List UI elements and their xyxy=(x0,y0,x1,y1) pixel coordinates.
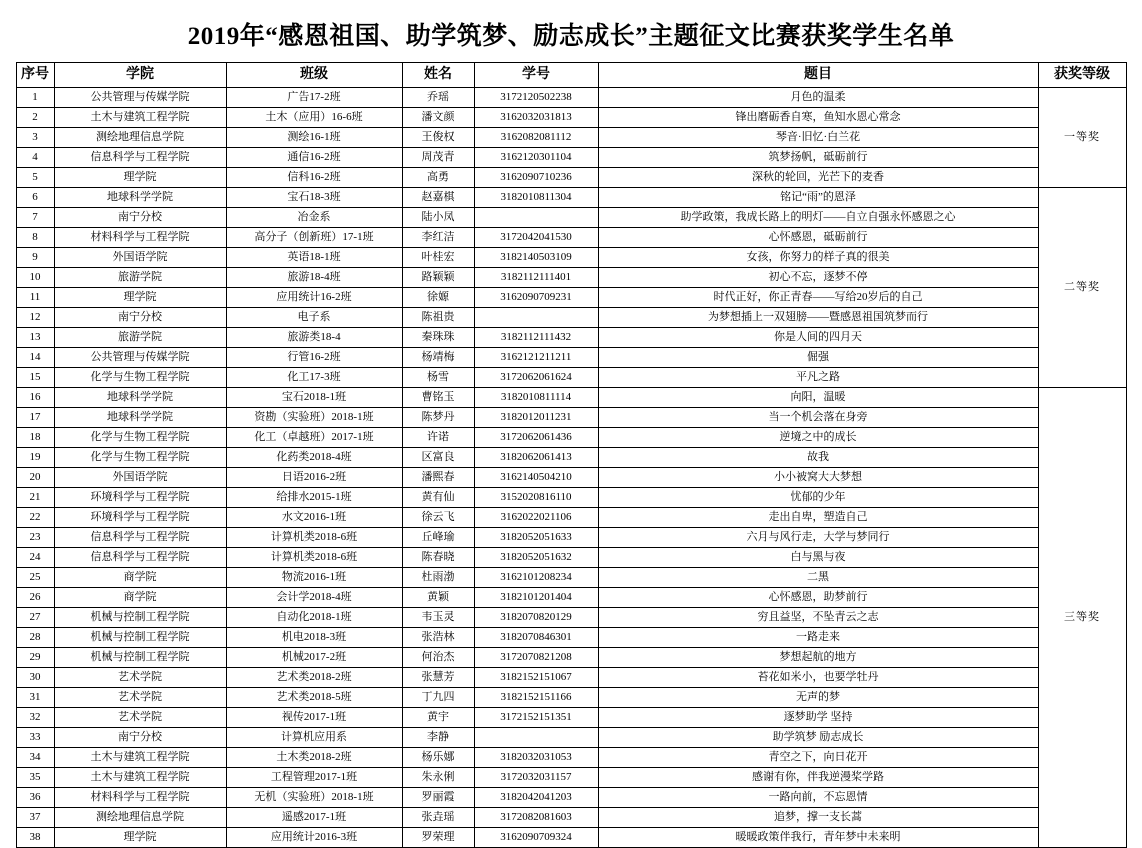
table-row xyxy=(16,708,1126,728)
cell-topic: 倔强 xyxy=(598,348,1038,368)
cell-class: 土木类2018-2班 xyxy=(226,748,402,768)
cell-student-id: 3182052051632 xyxy=(474,548,598,568)
table-row xyxy=(16,428,1126,448)
cell-student-id: 3172042041530 xyxy=(474,228,598,248)
cell-college: 测绘地理信息学院 xyxy=(54,808,226,828)
table-row xyxy=(16,628,1126,648)
table-row xyxy=(16,108,1126,128)
cell-seq: 15 xyxy=(16,368,54,388)
cell-seq: 5 xyxy=(16,168,54,188)
cell-class: 英语18-1班 xyxy=(226,248,402,268)
cell-seq: 3 xyxy=(16,128,54,148)
cell-name: 陈祖贵 xyxy=(402,308,474,328)
cell-seq: 13 xyxy=(16,328,54,348)
column-header-seq: 序号 xyxy=(16,63,54,88)
cell-topic: 二黑 xyxy=(598,568,1038,588)
cell-student-id: 3162090709324 xyxy=(474,828,598,848)
table-row xyxy=(16,308,1126,328)
cell-college: 环境科学与工程学院 xyxy=(54,488,226,508)
cell-seq: 18 xyxy=(16,428,54,448)
cell-college: 外国语学院 xyxy=(54,468,226,488)
cell-name: 赵嘉棋 xyxy=(402,188,474,208)
cell-college: 机械与控制工程学院 xyxy=(54,628,226,648)
cell-student-id: 3172082081603 xyxy=(474,808,598,828)
cell-topic: 铭记“雨”的恩泽 xyxy=(598,188,1038,208)
cell-class: 视传2017-1班 xyxy=(226,708,402,728)
table-header-row xyxy=(16,63,1126,88)
cell-student-id: 3162121211211 xyxy=(474,348,598,368)
cell-topic: 筑梦扬帆，砥砺前行 xyxy=(598,148,1038,168)
cell-seq: 8 xyxy=(16,228,54,248)
cell-name: 曹铭玉 xyxy=(402,388,474,408)
cell-student-id: 3172152151351 xyxy=(474,708,598,728)
cell-college: 商学院 xyxy=(54,568,226,588)
table-row xyxy=(16,288,1126,308)
cell-class: 旅游18-4班 xyxy=(226,268,402,288)
cell-topic: 时代正好，你正青春——写给20岁后的自己 xyxy=(598,288,1038,308)
column-header-student-id: 学号 xyxy=(474,63,598,88)
table-row xyxy=(16,348,1126,368)
cell-seq: 36 xyxy=(16,788,54,808)
cell-topic: 心怀感恩，砥砺前行 xyxy=(598,228,1038,248)
cell-student-id: 3162082081112 xyxy=(474,128,598,148)
cell-class: 行管16-2班 xyxy=(226,348,402,368)
cell-college: 公共管理与传媒学院 xyxy=(54,348,226,368)
cell-seq: 2 xyxy=(16,108,54,128)
cell-name: 黄宇 xyxy=(402,708,474,728)
cell-student-id: 3182112111401 xyxy=(474,268,598,288)
cell-seq: 35 xyxy=(16,768,54,788)
table-row xyxy=(16,388,1126,408)
cell-topic: 暖暖政策伴我行，青年梦中未来明 xyxy=(598,828,1038,848)
cell-student-id: 3162022021106 xyxy=(474,508,598,528)
cell-topic: 忧郁的少年 xyxy=(598,488,1038,508)
cell-topic: 初心不忘，逐梦不停 xyxy=(598,268,1038,288)
table-row xyxy=(16,548,1126,568)
cell-name: 乔瑶 xyxy=(402,88,474,108)
cell-topic: 当一个机会落在身旁 xyxy=(598,408,1038,428)
cell-college: 外国语学院 xyxy=(54,248,226,268)
cell-student-id: 3172120502238 xyxy=(474,88,598,108)
cell-name: 叶桂宏 xyxy=(402,248,474,268)
cell-name: 区富良 xyxy=(402,448,474,468)
cell-name: 高勇 xyxy=(402,168,474,188)
cell-award-grade: 三等奖 xyxy=(1038,388,1126,848)
cell-seq: 28 xyxy=(16,628,54,648)
cell-college: 土木与建筑工程学院 xyxy=(54,108,226,128)
cell-college: 化学与生物工程学院 xyxy=(54,428,226,448)
cell-college: 理学院 xyxy=(54,288,226,308)
cell-class: 宝石18-3班 xyxy=(226,188,402,208)
cell-seq: 33 xyxy=(16,728,54,748)
cell-topic: 追梦，撑一支长蒿 xyxy=(598,808,1038,828)
cell-student-id: 3162120301104 xyxy=(474,148,598,168)
cell-class: 冶金系 xyxy=(226,208,402,228)
cell-college: 南宁分校 xyxy=(54,308,226,328)
cell-class: 化工17-3班 xyxy=(226,368,402,388)
cell-seq: 32 xyxy=(16,708,54,728)
table-row xyxy=(16,488,1126,508)
cell-class: 资勘（实验班）2018-1班 xyxy=(226,408,402,428)
cell-name: 周茂青 xyxy=(402,148,474,168)
cell-topic: 感谢有你，伴我逆漫桨学路 xyxy=(598,768,1038,788)
cell-seq: 1 xyxy=(16,88,54,108)
cell-topic: 锋出磨砺香自寒，鱼知水恩心常念 xyxy=(598,108,1038,128)
cell-topic: 女孩，你努力的样子真的很美 xyxy=(598,248,1038,268)
cell-student-id: 3182042041203 xyxy=(474,788,598,808)
cell-topic: 小小被窝大大梦想 xyxy=(598,468,1038,488)
cell-name: 秦珠珠 xyxy=(402,328,474,348)
cell-student-id: 3182152151166 xyxy=(474,688,598,708)
cell-student-id: 3162032031813 xyxy=(474,108,598,128)
cell-college: 艺术学院 xyxy=(54,688,226,708)
cell-college: 信息科学与工程学院 xyxy=(54,548,226,568)
cell-class: 应用统计2016-3班 xyxy=(226,828,402,848)
cell-name: 杜雨渤 xyxy=(402,568,474,588)
cell-seq: 38 xyxy=(16,828,54,848)
cell-college: 机械与控制工程学院 xyxy=(54,648,226,668)
cell-student-id: 3182101201404 xyxy=(474,588,598,608)
cell-topic: 一路走来 xyxy=(598,628,1038,648)
cell-topic: 故我 xyxy=(598,448,1038,468)
cell-college: 旅游学院 xyxy=(54,328,226,348)
table-row xyxy=(16,88,1126,108)
cell-name: 黄颖 xyxy=(402,588,474,608)
cell-class: 物流2016-1班 xyxy=(226,568,402,588)
cell-student-id: 3182032031053 xyxy=(474,748,598,768)
cell-name: 杨靖梅 xyxy=(402,348,474,368)
cell-seq: 22 xyxy=(16,508,54,528)
cell-seq: 10 xyxy=(16,268,54,288)
cell-class: 日语2016-2班 xyxy=(226,468,402,488)
cell-topic: 你是人间的四月天 xyxy=(598,328,1038,348)
cell-seq: 37 xyxy=(16,808,54,828)
cell-class: 高分子（创新班）17-1班 xyxy=(226,228,402,248)
table-row xyxy=(16,728,1126,748)
cell-seq: 11 xyxy=(16,288,54,308)
table-row xyxy=(16,208,1126,228)
cell-college: 化学与生物工程学院 xyxy=(54,448,226,468)
cell-student-id: 3182070846301 xyxy=(474,628,598,648)
table-row xyxy=(16,408,1126,428)
cell-award-grade: 二等奖 xyxy=(1038,188,1126,388)
cell-student-id: 3182010811114 xyxy=(474,388,598,408)
cell-college: 艺术学院 xyxy=(54,668,226,688)
cell-topic: 月色的温柔 xyxy=(598,88,1038,108)
table-row xyxy=(16,788,1126,808)
cell-topic: 心怀感恩，助梦前行 xyxy=(598,588,1038,608)
cell-class: 宝石2018-1班 xyxy=(226,388,402,408)
cell-college: 南宁分校 xyxy=(54,728,226,748)
table-row xyxy=(16,608,1126,628)
cell-college: 南宁分校 xyxy=(54,208,226,228)
cell-name: 陈梦丹 xyxy=(402,408,474,428)
cell-college: 土木与建筑工程学院 xyxy=(54,768,226,788)
cell-student-id: 3182010811304 xyxy=(474,188,598,208)
table-row xyxy=(16,528,1126,548)
cell-seq: 25 xyxy=(16,568,54,588)
cell-class: 遥感2017-1班 xyxy=(226,808,402,828)
cell-topic: 梦想起航的地方 xyxy=(598,648,1038,668)
cell-college: 商学院 xyxy=(54,588,226,608)
cell-student-id xyxy=(474,308,598,328)
cell-name: 许诺 xyxy=(402,428,474,448)
cell-name: 李静 xyxy=(402,728,474,748)
page-title: 2019年“感恩祖国、助学筑梦、励志成长”主题征文比赛获奖学生名单 xyxy=(187,23,955,50)
cell-name: 朱永俐 xyxy=(402,768,474,788)
cell-name: 陆小凤 xyxy=(402,208,474,228)
cell-name: 李红洁 xyxy=(402,228,474,248)
cell-seq: 9 xyxy=(16,248,54,268)
column-header-class: 班级 xyxy=(226,63,402,88)
cell-student-id: 3172070821208 xyxy=(474,648,598,668)
cell-college: 材料科学与工程学院 xyxy=(54,788,226,808)
cell-class: 通信16-2班 xyxy=(226,148,402,168)
cell-class: 计算机类2018-6班 xyxy=(226,528,402,548)
table-header xyxy=(16,63,1126,88)
cell-class: 机电2018-3班 xyxy=(226,628,402,648)
cell-topic: 助学政策，我成长路上的明灯——自立自强永怀感恩之心 xyxy=(598,208,1038,228)
cell-class: 信科16-2班 xyxy=(226,168,402,188)
table-row xyxy=(16,568,1126,588)
cell-student-id: 3172032031157 xyxy=(474,768,598,788)
table-row xyxy=(16,168,1126,188)
cell-class: 艺术类2018-2班 xyxy=(226,668,402,688)
cell-seq: 20 xyxy=(16,468,54,488)
table-row xyxy=(16,828,1126,848)
cell-name: 张浩林 xyxy=(402,628,474,648)
cell-student-id: 3182152151067 xyxy=(474,668,598,688)
cell-class: 电子系 xyxy=(226,308,402,328)
cell-topic: 走出自卑，塑造自己 xyxy=(598,508,1038,528)
cell-college: 理学院 xyxy=(54,828,226,848)
table-row xyxy=(16,768,1126,788)
cell-name: 杨雪 xyxy=(402,368,474,388)
cell-college: 地球科学学院 xyxy=(54,188,226,208)
cell-college: 公共管理与传媒学院 xyxy=(54,88,226,108)
cell-seq: 23 xyxy=(16,528,54,548)
column-header-college: 学院 xyxy=(54,63,226,88)
cell-seq: 30 xyxy=(16,668,54,688)
cell-seq: 16 xyxy=(16,388,54,408)
cell-name: 韦玉灵 xyxy=(402,608,474,628)
cell-student-id xyxy=(474,728,598,748)
cell-seq: 29 xyxy=(16,648,54,668)
cell-name: 徐嫄 xyxy=(402,288,474,308)
cell-student-id: 3162140504210 xyxy=(474,468,598,488)
cell-college: 化学与生物工程学院 xyxy=(54,368,226,388)
cell-topic: 六月与风行走，大学与梦同行 xyxy=(598,528,1038,548)
cell-college: 测绘地理信息学院 xyxy=(54,128,226,148)
table-row xyxy=(16,188,1126,208)
cell-name: 杨乐娜 xyxy=(402,748,474,768)
cell-seq: 6 xyxy=(16,188,54,208)
cell-class: 化药类2018-4班 xyxy=(226,448,402,468)
cell-class: 旅游类18-4 xyxy=(226,328,402,348)
cell-class: 计算机应用系 xyxy=(226,728,402,748)
cell-topic: 苔花如米小，也要学牡丹 xyxy=(598,668,1038,688)
table-row xyxy=(16,588,1126,608)
cell-name: 徐云飞 xyxy=(402,508,474,528)
cell-student-id: 3162101208234 xyxy=(474,568,598,588)
cell-name: 张慧芳 xyxy=(402,668,474,688)
cell-seq: 7 xyxy=(16,208,54,228)
cell-seq: 19 xyxy=(16,448,54,468)
cell-class: 工程管理2017-1班 xyxy=(226,768,402,788)
cell-class: 会计学2018-4班 xyxy=(226,588,402,608)
table-row xyxy=(16,268,1126,288)
cell-class: 艺术类2018-5班 xyxy=(226,688,402,708)
table-row xyxy=(16,128,1126,148)
column-header-name: 姓名 xyxy=(402,63,474,88)
cell-student-id: 3152020816110 xyxy=(474,488,598,508)
cell-topic: 助学筑梦 励志成长 xyxy=(598,728,1038,748)
cell-seq: 34 xyxy=(16,748,54,768)
table-row xyxy=(16,228,1126,248)
cell-college: 材料科学与工程学院 xyxy=(54,228,226,248)
cell-topic: 逐梦助学 坚持 xyxy=(598,708,1038,728)
cell-seq: 24 xyxy=(16,548,54,568)
cell-student-id: 3182052051633 xyxy=(474,528,598,548)
cell-name: 罗丽霞 xyxy=(402,788,474,808)
cell-college: 地球科学学院 xyxy=(54,388,226,408)
table-row xyxy=(16,668,1126,688)
cell-seq: 14 xyxy=(16,348,54,368)
cell-student-id: 3182062061413 xyxy=(474,448,598,468)
cell-class: 机械2017-2班 xyxy=(226,648,402,668)
table-row xyxy=(16,148,1126,168)
cell-college: 艺术学院 xyxy=(54,708,226,728)
cell-name: 陈春晓 xyxy=(402,548,474,568)
cell-class: 计算机类2018-6班 xyxy=(226,548,402,568)
cell-name: 潘熙春 xyxy=(402,468,474,488)
cell-class: 水文2016-1班 xyxy=(226,508,402,528)
table-row xyxy=(16,448,1126,468)
cell-name: 罗荣理 xyxy=(402,828,474,848)
cell-topic: 为梦想插上一双翅膀——暨感恩祖国筑梦而行 xyxy=(598,308,1038,328)
table-row xyxy=(16,508,1126,528)
cell-topic: 平凡之路 xyxy=(598,368,1038,388)
cell-college: 地球科学学院 xyxy=(54,408,226,428)
table-row xyxy=(16,688,1126,708)
table-row xyxy=(16,248,1126,268)
cell-college: 环境科学与工程学院 xyxy=(54,508,226,528)
table-body xyxy=(16,88,1126,848)
column-header-topic: 题目 xyxy=(598,63,1038,88)
cell-student-id: 3162090709231 xyxy=(474,288,598,308)
cell-student-id: 3182112111432 xyxy=(474,328,598,348)
cell-topic: 一路向前，不忘恩情 xyxy=(598,788,1038,808)
cell-student-id: 3182140503109 xyxy=(474,248,598,268)
table-row xyxy=(16,328,1126,348)
cell-seq: 17 xyxy=(16,408,54,428)
cell-student-id: 3182070820129 xyxy=(474,608,598,628)
cell-class: 无机（实验班）2018-1班 xyxy=(226,788,402,808)
table-row xyxy=(16,748,1126,768)
cell-topic: 逆境之中的成长 xyxy=(598,428,1038,448)
award-list-table xyxy=(16,62,1127,848)
table-row xyxy=(16,648,1126,668)
cell-class: 给排水2015-1班 xyxy=(226,488,402,508)
cell-name: 丘峰瑜 xyxy=(402,528,474,548)
column-header-grade: 获奖等级 xyxy=(1038,63,1126,88)
cell-name: 潘文颜 xyxy=(402,108,474,128)
cell-topic: 白与黑与夜 xyxy=(598,548,1038,568)
cell-topic: 深秋的轮回，光芒下的麦香 xyxy=(598,168,1038,188)
cell-seq: 21 xyxy=(16,488,54,508)
cell-topic: 无声的梦 xyxy=(598,688,1038,708)
cell-topic: 琴音·旧忆·白兰花 xyxy=(598,128,1038,148)
cell-class: 应用统计16-2班 xyxy=(226,288,402,308)
cell-name: 路颖颖 xyxy=(402,268,474,288)
cell-student-id: 3182012011231 xyxy=(474,408,598,428)
cell-college: 信息科学与工程学院 xyxy=(54,528,226,548)
cell-name: 王俊权 xyxy=(402,128,474,148)
cell-college: 理学院 xyxy=(54,168,226,188)
cell-name: 丁九四 xyxy=(402,688,474,708)
cell-name: 黄有仙 xyxy=(402,488,474,508)
cell-college: 土木与建筑工程学院 xyxy=(54,748,226,768)
table-row xyxy=(16,808,1126,828)
cell-student-id: 3172062061436 xyxy=(474,428,598,448)
cell-seq: 26 xyxy=(16,588,54,608)
cell-class: 自动化2018-1班 xyxy=(226,608,402,628)
cell-seq: 12 xyxy=(16,308,54,328)
table-row xyxy=(16,468,1126,488)
cell-class: 化工（卓越班）2017-1班 xyxy=(226,428,402,448)
cell-topic: 向阳，温暖 xyxy=(598,388,1038,408)
cell-student-id xyxy=(474,208,598,228)
cell-college: 机械与控制工程学院 xyxy=(54,608,226,628)
cell-seq: 4 xyxy=(16,148,54,168)
cell-topic: 穷且益坚，不坠青云之志 xyxy=(598,608,1038,628)
cell-college: 旅游学院 xyxy=(54,268,226,288)
cell-seq: 27 xyxy=(16,608,54,628)
cell-name: 张垚瑶 xyxy=(402,808,474,828)
cell-class: 测绘16-1班 xyxy=(226,128,402,148)
cell-class: 土木（应用）16-6班 xyxy=(226,108,402,128)
cell-student-id: 3162090710236 xyxy=(474,168,598,188)
cell-student-id: 3172062061624 xyxy=(474,368,598,388)
cell-name: 何治杰 xyxy=(402,648,474,668)
cell-topic: 青空之下，向日花开 xyxy=(598,748,1038,768)
cell-college: 信息科学与工程学院 xyxy=(54,148,226,168)
cell-class: 广告17-2班 xyxy=(226,88,402,108)
cell-seq: 31 xyxy=(16,688,54,708)
cell-award-grade: 一等奖 xyxy=(1038,88,1126,188)
table-row xyxy=(16,368,1126,388)
